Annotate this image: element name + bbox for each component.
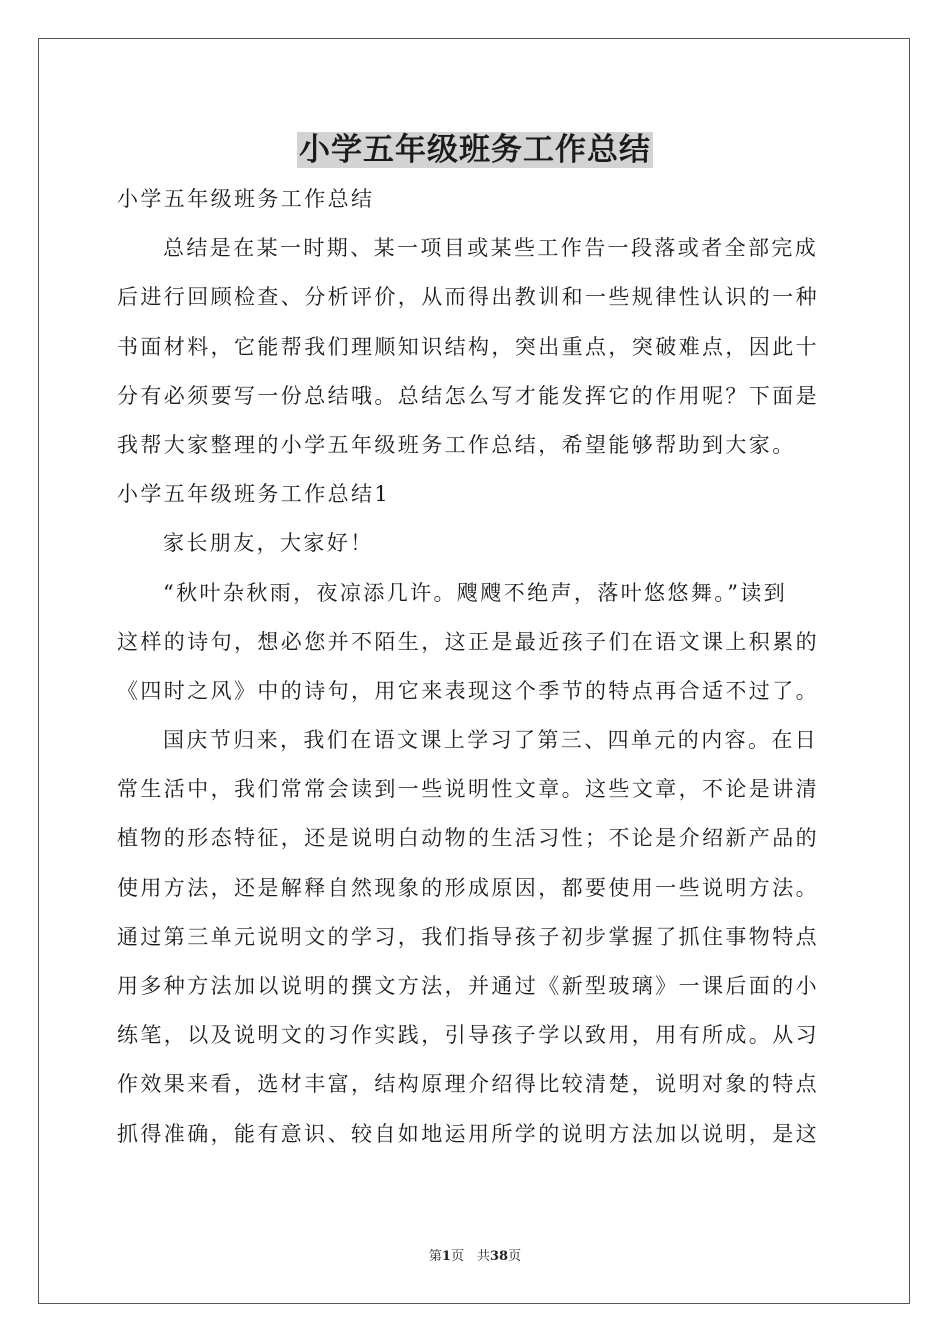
paragraph-line: 后进行回顾检查、分析评价，从而得出教训和一些规律性认识的一种 [117,285,819,310]
document-title [0,128,950,172]
paragraph-line: 国庆节归来，我们在语文课上学习了第三、四单元的内容。在日 [163,728,819,753]
paragraph-line: 植物的形态特征，还是说明白动物的生活习性；不论是介绍新产品的 [117,826,819,851]
paragraph-line: 作效果来看，选材丰富，结构原理介绍得比较清楚，说明对象的特点 [117,1072,819,1097]
paragraph-line: 书面材料，它能帮我们理顺知识结构，突出重点，突破难点，因此十 [117,334,819,359]
paragraph-line: 用多种方法加以说明的撰文方法，并通过《新型玻璃》一课后面的小 [117,974,819,998]
document-body [117,178,837,1162]
paragraph-line: 使用方法，还是解释自然现象的形成原因，都要使用一些说明方法。 [117,875,819,900]
paragraph-line: 抓得准确，能有意识、较自如地运用所学的说明方法加以说明，是这 [117,1121,819,1146]
page-footer [0,1248,950,1266]
footer-page-number: 1 [441,1249,451,1264]
paragraph-line: 这样的诗句，想必您并不陌生，这正是最近孩子们在语文课上积累的 [117,629,819,654]
paragraph-line: 分有必须要写一份总结哦。总结怎么写才能发挥它的作用呢？下面是 [117,383,819,408]
subtitle-line: 小学五年级班务工作总结 [117,187,375,211]
paragraph-line: “秋叶杂秋雨，夜凉添几许。飕飕不绝声，落叶悠悠舞。”读到 [163,580,788,605]
footer-total-pages: 38 [489,1249,509,1264]
footer-mid: 页 共 [450,1249,490,1264]
document-title-text: 小学五年级班务工作总结 [299,132,651,168]
section-heading: 小学五年级班务工作总结1 [117,482,391,507]
paragraph-line: 常生活中，我们常常会读到一些说明性文章。这些文章，不论是讲清 [117,777,819,802]
paragraph-line: 通过第三单元说明文的学习，我们指导孩子初步掌握了抓住事物特点 [117,924,819,949]
footer-suffix: 页 [508,1249,522,1264]
paragraph-line: 《四时之风》中的诗句，用它来表现这个季节的特点再合适不过了。 [117,678,819,703]
footer-prefix: 第 [428,1249,442,1264]
paragraph-line: 我帮大家整理的小学五年级班务工作总结，希望能够帮助到大家。 [117,432,796,457]
paragraph-line: 总结是在某一时期、某一项目或某些工作告一段落或者全部完成 [163,236,819,261]
greeting-line: 家长朋友，大家好！ [163,531,374,556]
paragraph-line: 练笔，以及说明文的习作实践，引导孩子学以致用，用有所成。从习 [117,1023,819,1048]
